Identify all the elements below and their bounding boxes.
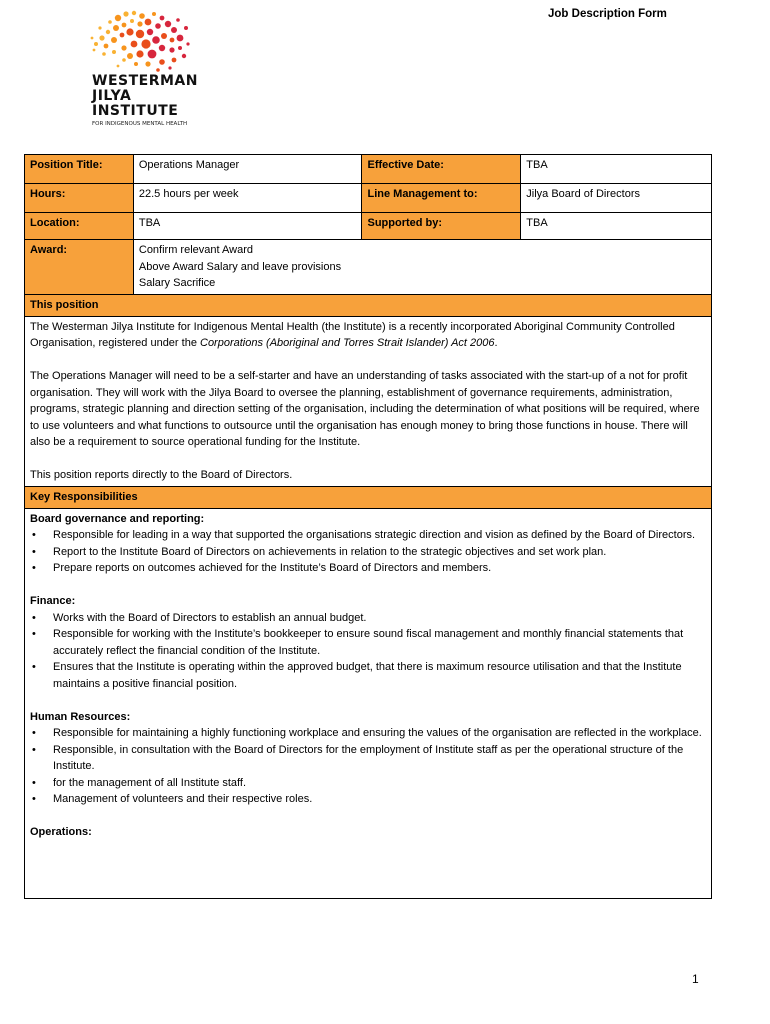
logo-dot (148, 50, 157, 59)
logo-dot (99, 35, 104, 40)
supported-by-value: TBA (521, 213, 712, 240)
logo-dot (106, 30, 110, 34)
logo-dot (182, 54, 186, 58)
key-responsibilities-heading: Key Responsibilities (25, 486, 712, 508)
position-paragraph-1 (30, 319, 706, 352)
institute-logo (88, 8, 208, 127)
logo-dot (111, 37, 117, 43)
logo-dot (186, 42, 189, 45)
award-line: Above Award Salary and leave provisions (138, 260, 342, 273)
section-title-hr: Human Resources: (30, 710, 131, 723)
section-title-board: Board governance and reporting: (30, 512, 205, 525)
logo-dot (91, 37, 94, 40)
award-label: Award: (25, 240, 134, 295)
section-title-finance: Finance: (30, 595, 76, 607)
this-position-body-row (25, 316, 712, 486)
logo-dot (176, 18, 180, 22)
list-item: • Responsible for maintaining a highly functioning workplace and ensuring the values of the organisation are reflected in the workplace. (53, 725, 706, 742)
logo-dot (170, 38, 175, 43)
logo-dot (168, 66, 171, 69)
logo-dot (139, 13, 145, 19)
finance-list (30, 610, 706, 693)
logo-dot (184, 26, 188, 30)
logo-dot (145, 19, 152, 26)
logo-dot (122, 58, 126, 62)
this-position-heading: This position (25, 294, 712, 316)
list-item: • Works with the Board of Directors to establish an annual budget. (53, 610, 706, 627)
board-governance-list (30, 527, 706, 577)
logo-dot (134, 62, 138, 66)
list-item: • Responsible for leading in a way that supported the organisations strategic direction and vision as defined by the Board of Directors. (53, 527, 706, 544)
section-title-operations: Operations: (30, 826, 92, 838)
logo-dot (159, 45, 165, 51)
logo-dot (112, 50, 116, 54)
hours-value: 22.5 hours per week (133, 184, 362, 213)
logo-dot (121, 45, 126, 50)
logo-dot (161, 33, 167, 39)
hours-label: Hours: (25, 184, 134, 213)
logo-dot (145, 61, 150, 66)
position-paragraph-3: This position reports directly to the Board of Directors. (30, 469, 293, 481)
logo-dot (115, 15, 121, 21)
logo-dot (159, 59, 165, 65)
logo-dot (117, 65, 120, 68)
dot-pattern-logo-mark (88, 8, 198, 72)
page-number: 1 (692, 972, 699, 986)
logo-dot (108, 20, 112, 24)
logo-dot (160, 16, 165, 21)
logo-name-line1: WESTERMAN (92, 73, 198, 89)
logo-dot (132, 11, 136, 15)
job-description-table (24, 154, 712, 899)
logo-dot (155, 23, 161, 29)
logo-dot (147, 29, 153, 35)
effective-date-value: TBA (521, 155, 712, 184)
award-line: Confirm relevant Award (138, 244, 253, 256)
logo-dot (152, 36, 160, 44)
key-responsibilities-body (25, 508, 712, 898)
logo-dot (93, 49, 96, 52)
logo-dot (113, 25, 119, 31)
logo-dot (94, 42, 98, 46)
logo-dot (156, 68, 160, 72)
logo-dot (123, 11, 128, 16)
logo-dot (177, 35, 184, 42)
list-item: • Responsible, in consultation with the Board of Directors for the employment of Institute staff as per the operational structure of the Institute. (53, 742, 706, 775)
line-management-label: Line Management to: (362, 184, 521, 213)
logo-dot (165, 21, 171, 27)
logo-dot (169, 47, 174, 52)
key-responsibilities-heading-row (25, 486, 712, 508)
line-management-value: Jilya Board of Directors (521, 184, 712, 213)
logo-dot (126, 28, 133, 35)
logo-dot (104, 44, 109, 49)
logo-name-line2: JILYA INSTITUTE (92, 88, 179, 119)
paragraph-text: . (494, 337, 498, 349)
logo-dot (136, 50, 143, 57)
position-paragraph-2: The Operations Manager will need to be a self-starter and have an understanding of tasks associated with the start-up of a not for profit organisation. They will work with the Jilya Board to oversee the planning, establishment of governance requirements, administration, programs, strategic planning and direction setting of the organisation, including the determination of what positions will be required, where to use volunteers and what functions to outsource until the organisation has enough money to bring those functions in house. There will also be a requirement to source operational funding for the Institute. (30, 370, 700, 448)
location-value: TBA (133, 213, 362, 240)
list-item: • Prepare reports on outcomes achieved for the Institute’s Board of Directors and members. (53, 560, 706, 577)
effective-date-label: Effective Date: (362, 155, 521, 184)
row-position-title (25, 155, 712, 184)
key-responsibilities-body-row (25, 508, 712, 898)
human-resources-list (30, 725, 706, 808)
this-position-heading-row (25, 294, 712, 316)
paragraph-text: The Westerman Jilya Institute for Indigenous Mental Health (the Institute) is a recently incorporated Aboriginal Community Controlled Organisation, registered under the (30, 320, 675, 349)
this-position-body (25, 316, 712, 486)
logo-dot (178, 46, 182, 50)
logo-dot (136, 30, 144, 38)
logo-dot (141, 39, 150, 48)
form-title: Job Description Form (548, 8, 667, 20)
position-title-value: Operations Manager (133, 155, 362, 184)
list-item: • Management of volunteers and their respective roles. (53, 791, 706, 808)
list-item: • Ensures that the Institute is operating within the approved budget, that there is maximum resource utilisation and that the Institute maintains a positive financial position. (53, 659, 706, 692)
logo-dot (172, 58, 177, 63)
act-name: Corporations (Aboriginal and Torres Strait Islander) Act 2006 (200, 337, 495, 349)
row-award (25, 240, 712, 295)
award-line: Salary Sacrifice (138, 277, 216, 289)
logo-dot (137, 21, 142, 26)
list-item: • Report to the Institute Board of Directors on achievements in relation to the strategic objectives and set work plan. (53, 544, 706, 561)
list-item: • for the management of all Institute staff. (53, 775, 706, 792)
logo-wordmark (92, 74, 208, 127)
award-value (133, 240, 711, 295)
logo-dot (131, 41, 138, 48)
logo-dot (102, 52, 106, 56)
logo-dot (127, 53, 133, 59)
logo-dot (171, 27, 177, 33)
list-item: • Responsible for working with the Institute’s bookkeeper to ensure sound fiscal management and monthly financial statements that accurately reflect the financial condition of the Institute. (53, 626, 706, 659)
row-hours (25, 184, 712, 213)
logo-dot (122, 23, 127, 28)
logo-dot (120, 33, 125, 38)
logo-dot (98, 26, 101, 29)
supported-by-label: Supported by: (362, 213, 521, 240)
logo-dot (152, 12, 156, 16)
logo-tagline: FOR INDIGENOUS MENTAL HEALTH (92, 121, 188, 127)
logo-dot (130, 19, 134, 23)
row-location (25, 213, 712, 240)
position-title-label: Position Title: (25, 155, 134, 184)
location-label: Location: (25, 213, 134, 240)
